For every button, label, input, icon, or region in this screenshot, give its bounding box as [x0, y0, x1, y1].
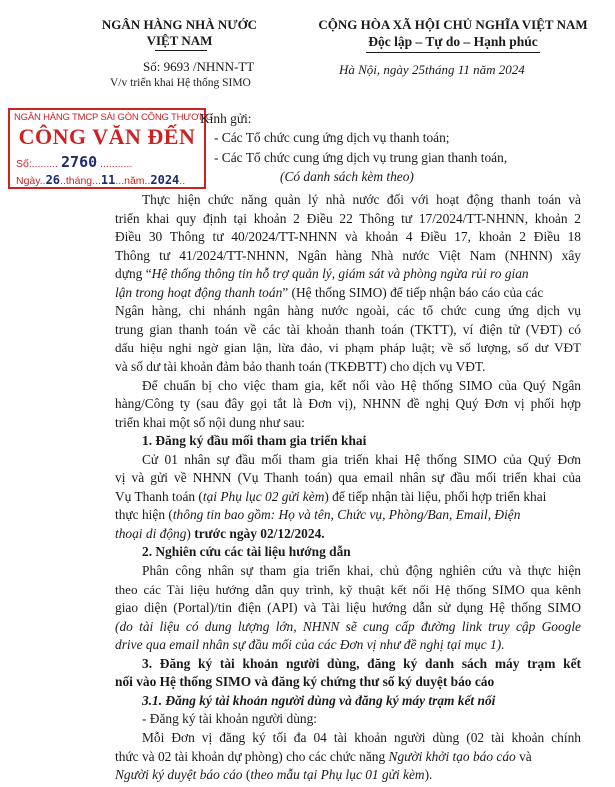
section3-text: ). [424, 767, 433, 782]
recipient-note: (Có danh sách kèm theo) [280, 169, 414, 184]
para1-line: Thông tư 41/2024/TT-NHNN, Ngân hàng Nhà nước Việt Nam (NHNN) xây [115, 247, 581, 263]
section2-line: theo các Tài liệu hướng dẫn quy trình, kỹ thuật kết nối Hệ thống SIMO qua kênh [115, 581, 581, 597]
stamp-number-label: Số:......... [16, 158, 59, 170]
section1-line [115, 489, 581, 505]
stamp-bank-name: NGÂN HÀNG TMCP SÀI GÒN CÔNG THƯƠNG [14, 112, 213, 123]
stamp-month-label: ..tháng... [60, 175, 101, 187]
para1-line: Ngân hàng, chi nhánh ngân hàng nước ngoài, các tổ chức cung ứng dịch vụ [115, 303, 581, 319]
stamp-year-label: ...năm.. [115, 175, 151, 187]
para1-line [115, 266, 581, 282]
kinh-gui-label: Kính gửi: [200, 111, 252, 126]
info-fields-italic: thông tin bao gồm: Họ và tên, Chức vụ, Phòng/Ban, Email, Điện [172, 507, 521, 523]
section1-text: Vụ Thanh toán ( [115, 488, 203, 504]
para2-line: triển khai một số nội dung như sau: [115, 414, 305, 430]
para1-line: trung gian thanh toán về các tài khoản thanh toán (TKTT), ví điện tử (VĐT) có [115, 321, 581, 337]
para1-line: dấu hiệu nghi ngờ gian lận, lừa đảo, vi phạm pháp luật; về số lượng, số dư VĐT [115, 340, 581, 356]
para2-line: hàng/Công ty (sau đây gọi tắt là Đơn vị), NHNN đề nghị Quý Đơn vị phối hợp [115, 396, 581, 411]
recipient-2: - Các Tổ chức cung ứng dịch vụ trung gian thanh toán, [214, 150, 508, 165]
section1-line [115, 526, 581, 542]
section3-line [115, 749, 581, 765]
stamp-number-row [16, 153, 132, 171]
para1-line: và số dư tài khoản đảm bảo thanh toán (TKĐBTT) cho dịch vụ VĐT. [115, 358, 486, 374]
deadline-bold: trước ngày 02/12/2024. [194, 525, 325, 541]
system-name-italic: lận trong hoạt động thanh toán [115, 284, 283, 300]
section-3-1-heading: 3.1. Đăng ký tài khoản người dùng và đăng ký máy trạm kết nối [142, 692, 496, 708]
section3-bullet: - Đăng ký tài khoản người dùng: [142, 711, 318, 727]
section3-text: thức và 02 tài khoản dự phòng) cho các chức năng [115, 748, 389, 764]
issuer-country: VIỆT NAM [146, 33, 213, 48]
stamp-date-prefix: Ngày.. [16, 175, 46, 187]
stamp-year: 2024 [150, 173, 180, 187]
national-title: CỘNG HÒA XÃ HỘI CHỦ NGHĨA VIỆT NAM [318, 17, 588, 32]
stamp-number-tail: ........... [100, 158, 133, 170]
section1-line [115, 507, 581, 523]
stamp-title: CÔNG VĂN ĐẾN [18, 124, 196, 149]
para2-line: Để chuẩn bị cho việc tham gia, kết nối vào Hệ thống SIMO của Quý Ngân [142, 377, 581, 393]
section3-line [115, 767, 581, 783]
role-italic: Người khởi tạo báo cáo [388, 748, 516, 764]
section2-line: giao diện (Portal)/tin điện (API) và Tài liệu hướng dẫn sử dụng Hệ thống SIMO [115, 600, 581, 616]
para1-line [115, 285, 581, 301]
appendix-ref-italic: theo mẫu tại Phụ lục 01 gửi kèm [250, 767, 425, 782]
motto-underline [366, 52, 540, 53]
para1-line: Điều 30 Thông tư 40/2024/TT-NHNN và khoản 4 Điều 17, khoản 2 Điều 18 [115, 229, 581, 245]
section2-line: drive qua email nhân sự đầu mối của các Đơn vị như đề nghị tại mục 1). [115, 637, 505, 653]
national-motto: Độc lập – Tự do – Hạnh phúc [368, 34, 538, 49]
stamp-number-value: 2760 [61, 153, 98, 171]
section1-line: vị và gửi về NHNN (Vụ Thanh toán) qua email nhân sự đầu mối triển khai của [115, 470, 581, 486]
issuer-underline [155, 50, 207, 51]
section-1-heading: 1. Đăng ký đầu mối tham gia triển khai [142, 433, 367, 449]
section3-text: và [515, 748, 532, 764]
para1-line: Thực hiện chức năng quản lý nhà nước đối với hoạt động thanh toán và [142, 192, 581, 207]
issuer-name: NGÂN HÀNG NHÀ NƯỚC [101, 17, 258, 32]
stamp-date-row [16, 173, 185, 187]
incoming-document-stamp [8, 108, 213, 189]
section2-line: Phân công nhân sự tham gia triển khai, chủ động nghiên cứu và thực hiện [142, 563, 581, 578]
stamp-day: 26 [45, 173, 61, 187]
para1-text: ” (Hệ thống SIMO) để tiếp nhận báo cáo của các [282, 284, 544, 300]
document-date: Hà Nội, ngày 25tháng 11 năm 2024 [339, 62, 525, 77]
system-name-italic: Hệ thống thông tin hỗ trợ quản lý, giám sát và phòng ngừa rủi ro gian [151, 266, 529, 282]
recipient-1: - Các Tổ chức cung ứng dịch vụ thanh toán; [214, 130, 450, 145]
stamp-year-tail: .. [179, 175, 186, 187]
section3-text: ( [242, 767, 251, 782]
section1-text: thực hiện ( [115, 507, 173, 523]
section-2-heading: 2. Nghiên cứu các tài liệu hướng dẫn [142, 544, 351, 560]
section1-line: Cử 01 nhân sự đầu mối tham gia triển khai Hệ thống SIMO của Quý Đơn [142, 451, 581, 467]
section1-text: ) [186, 525, 195, 541]
document-subject: V/v triển khai Hệ thống SIMO [110, 77, 251, 89]
section-3-heading-cont: nối vào Hệ thống SIMO và đăng ký chứng thư số ký duyệt báo cáo [115, 674, 495, 690]
stamp-month: 11 [100, 173, 116, 187]
info-fields-italic: thoại di động [115, 525, 187, 541]
section2-line: (do tài liệu có dung lượng lớn, NHNN sẽ cung cấp đường link truy cập Google [115, 618, 581, 634]
document-number: Số: 9693 /NHNN-TT [143, 59, 255, 74]
para1-line: triển khai quy định tại khoản 2 Điều 22 Thông tư 17/2024/TT-NHNN, khoản 2 [115, 210, 581, 226]
section-3-heading: 3. Đăng ký tài khoản người dùng, đăng ký danh sách máy trạm kết [142, 655, 581, 671]
para1-text: dựng “ [115, 266, 152, 282]
section3-line: Mỗi Đơn vị đăng ký tối đa 04 tài khoản người dùng (02 tài khoản chính [142, 729, 581, 745]
appendix-ref-italic: tại Phụ lục 02 gửi kèm [202, 488, 325, 504]
section1-text: ) để tiếp nhận tài liệu, phối hợp triển khai [324, 488, 547, 504]
role-italic: Người ký duyệt báo cáo [115, 767, 243, 782]
